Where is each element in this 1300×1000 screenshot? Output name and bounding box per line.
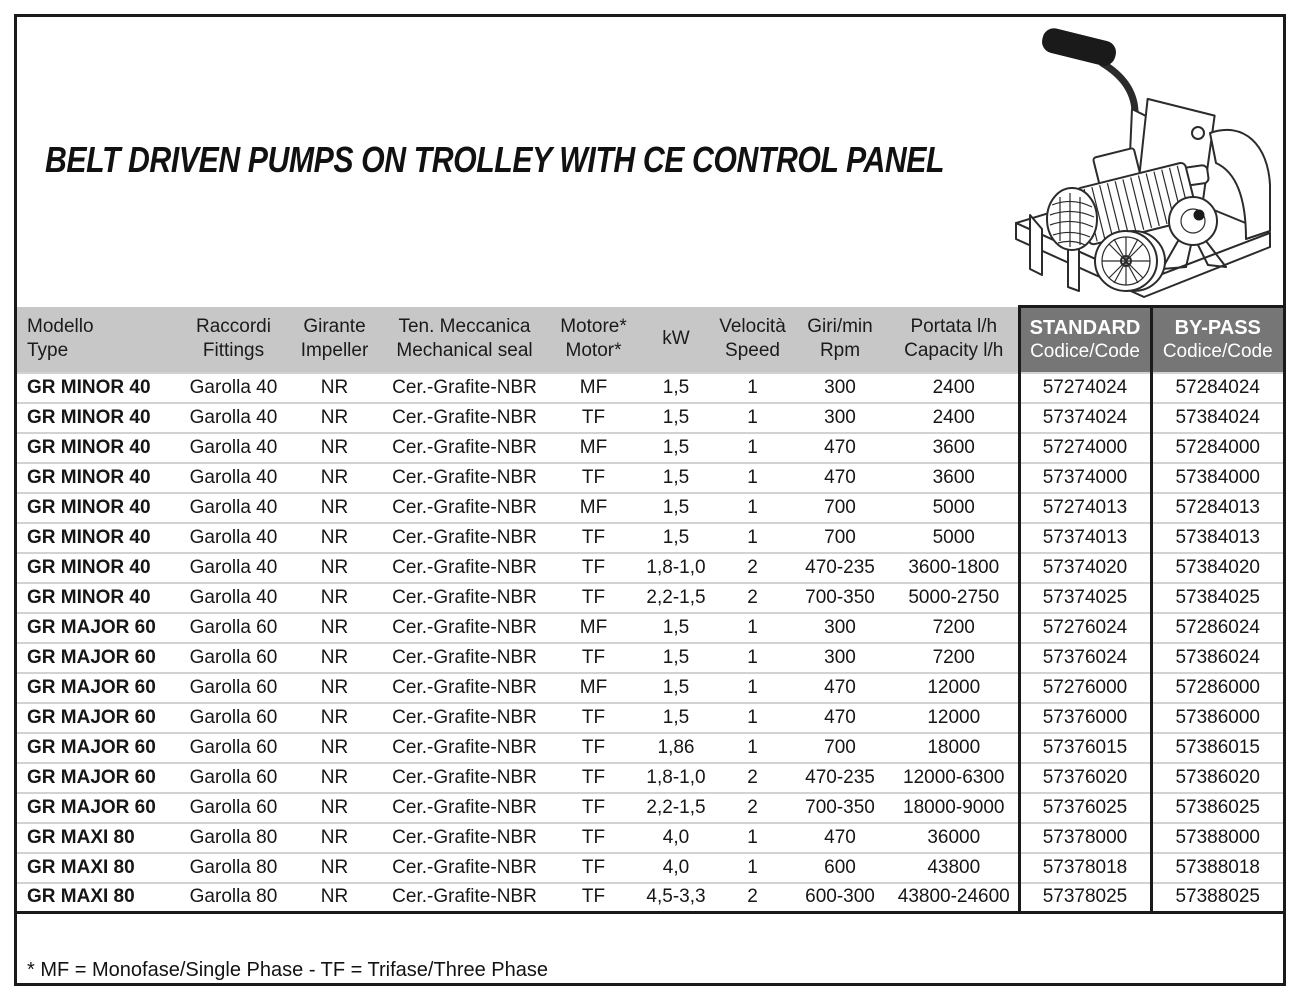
cell-standard: 57274024 <box>1019 373 1151 403</box>
cell-standard: 57376015 <box>1019 733 1151 763</box>
cell-bypass: 57384024 <box>1151 403 1283 433</box>
cell-speed: 2 <box>715 553 790 583</box>
cell-capacity: 18000-9000 <box>890 793 1019 823</box>
cell-seal: Cer.-Grafite-NBR <box>379 613 550 643</box>
cell-bypass: 57386025 <box>1151 793 1283 823</box>
cell-motor: TF <box>550 583 637 613</box>
cell-fittings: Garolla 60 <box>177 703 290 733</box>
cell-seal: Cer.-Grafite-NBR <box>379 853 550 883</box>
cell-kw: 1,5 <box>637 673 715 703</box>
cell-standard: 57274000 <box>1019 433 1151 463</box>
col-header-capacity: Portata l/h Capacity l/h <box>890 307 1019 373</box>
cell-seal: Cer.-Grafite-NBR <box>379 823 550 853</box>
cell-speed: 1 <box>715 523 790 553</box>
cell-seal: Cer.-Grafite-NBR <box>379 463 550 493</box>
col-header-motor: Motore* Motor* <box>550 307 637 373</box>
table-row <box>17 643 1283 673</box>
cell-bypass: 57386000 <box>1151 703 1283 733</box>
cell-rpm: 300 <box>790 373 890 403</box>
cell-kw: 2,2-1,5 <box>637 793 715 823</box>
cell-speed: 1 <box>715 823 790 853</box>
cell-kw: 1,5 <box>637 463 715 493</box>
cell-motor: TF <box>550 853 637 883</box>
table-row <box>17 793 1283 823</box>
cell-motor: MF <box>550 433 637 463</box>
cell-motor: MF <box>550 493 637 523</box>
cell-capacity: 12000-6300 <box>890 763 1019 793</box>
cell-model: GR MINOR 40 <box>17 433 177 463</box>
cell-bypass: 57384000 <box>1151 463 1283 493</box>
cell-kw: 1,5 <box>637 403 715 433</box>
col-header-bypass: BY-PASS Codice/Code <box>1151 307 1283 373</box>
cell-fittings: Garolla 60 <box>177 673 290 703</box>
cell-motor: TF <box>550 403 637 433</box>
cell-impeller: NR <box>290 763 379 793</box>
cell-fittings: Garolla 60 <box>177 613 290 643</box>
cell-kw: 1,5 <box>637 433 715 463</box>
cell-fittings: Garolla 60 <box>177 643 290 673</box>
cell-seal: Cer.-Grafite-NBR <box>379 673 550 703</box>
cell-bypass: 57284000 <box>1151 433 1283 463</box>
cell-standard: 57376000 <box>1019 703 1151 733</box>
cell-rpm: 300 <box>790 613 890 643</box>
cell-fittings: Garolla 60 <box>177 793 290 823</box>
cell-rpm: 470-235 <box>790 763 890 793</box>
cell-rpm: 470 <box>790 463 890 493</box>
cell-fittings: Garolla 40 <box>177 523 290 553</box>
cell-motor: TF <box>550 763 637 793</box>
cell-motor: TF <box>550 523 637 553</box>
trolley-wheel <box>1095 231 1165 291</box>
cell-capacity: 3600 <box>890 433 1019 463</box>
cell-capacity: 43800 <box>890 853 1019 883</box>
cell-motor: TF <box>550 823 637 853</box>
cell-seal: Cer.-Grafite-NBR <box>379 493 550 523</box>
cell-standard: 57374013 <box>1019 523 1151 553</box>
cell-capacity: 7200 <box>890 643 1019 673</box>
cell-model: GR MAXI 80 <box>17 853 177 883</box>
cell-impeller: NR <box>290 433 379 463</box>
cell-impeller: NR <box>290 823 379 853</box>
cell-impeller: NR <box>290 853 379 883</box>
cell-standard: 57376020 <box>1019 763 1151 793</box>
cell-seal: Cer.-Grafite-NBR <box>379 523 550 553</box>
table-row <box>17 463 1283 493</box>
pump-trolley-illustration <box>986 17 1281 302</box>
cell-seal: Cer.-Grafite-NBR <box>379 433 550 463</box>
table-row <box>17 733 1283 763</box>
cell-capacity: 2400 <box>890 403 1019 433</box>
cell-fittings: Garolla 40 <box>177 373 290 403</box>
cell-kw: 4,5-3,3 <box>637 883 715 913</box>
cell-standard: 57374020 <box>1019 553 1151 583</box>
cell-rpm: 600-300 <box>790 883 890 913</box>
cell-model: GR MINOR 40 <box>17 583 177 613</box>
cell-bypass: 57386020 <box>1151 763 1283 793</box>
cell-motor: TF <box>550 703 637 733</box>
cell-kw: 1,5 <box>637 373 715 403</box>
cell-model: GR MINOR 40 <box>17 493 177 523</box>
cell-capacity: 7200 <box>890 613 1019 643</box>
cell-kw: 1,5 <box>637 523 715 553</box>
cell-rpm: 600 <box>790 853 890 883</box>
cell-impeller: NR <box>290 673 379 703</box>
cell-rpm: 700 <box>790 493 890 523</box>
cell-speed: 1 <box>715 403 790 433</box>
cell-speed: 1 <box>715 673 790 703</box>
cell-speed: 1 <box>715 433 790 463</box>
cell-fittings: Garolla 80 <box>177 823 290 853</box>
cell-seal: Cer.-Grafite-NBR <box>379 643 550 673</box>
cell-standard: 57374024 <box>1019 403 1151 433</box>
cell-capacity: 12000 <box>890 703 1019 733</box>
col-header-fittings: Raccordi Fittings <box>177 307 290 373</box>
cell-standard: 57378025 <box>1019 883 1151 913</box>
col-header-model: Modello Type <box>17 307 177 373</box>
cell-model: GR MAJOR 60 <box>17 793 177 823</box>
cell-impeller: NR <box>290 493 379 523</box>
cell-motor: TF <box>550 463 637 493</box>
cell-fittings: Garolla 60 <box>177 763 290 793</box>
cell-standard: 57376025 <box>1019 793 1151 823</box>
cell-capacity: 12000 <box>890 673 1019 703</box>
catalog-page <box>14 14 1286 986</box>
table-row <box>17 883 1283 913</box>
cell-bypass: 57388025 <box>1151 883 1283 913</box>
cell-capacity: 2400 <box>890 373 1019 403</box>
table-header-row <box>17 307 1283 373</box>
cell-standard: 57374025 <box>1019 583 1151 613</box>
cell-model: GR MINOR 40 <box>17 403 177 433</box>
cell-rpm: 700 <box>790 523 890 553</box>
table-row <box>17 673 1283 703</box>
col-header-impeller: Girante Impeller <box>290 307 379 373</box>
cell-impeller: NR <box>290 613 379 643</box>
cell-speed: 1 <box>715 463 790 493</box>
cell-speed: 1 <box>715 733 790 763</box>
cell-fittings: Garolla 40 <box>177 583 290 613</box>
cell-kw: 4,0 <box>637 823 715 853</box>
cell-speed: 1 <box>715 493 790 523</box>
cell-speed: 2 <box>715 793 790 823</box>
cell-rpm: 470-235 <box>790 553 890 583</box>
cell-rpm: 300 <box>790 403 890 433</box>
cell-speed: 1 <box>715 613 790 643</box>
product-spec-table <box>17 305 1283 914</box>
cell-impeller: NR <box>290 583 379 613</box>
table-row <box>17 583 1283 613</box>
cell-model: GR MAXI 80 <box>17 823 177 853</box>
col-header-kw: kW <box>637 307 715 373</box>
cell-seal: Cer.-Grafite-NBR <box>379 553 550 583</box>
cell-kw: 1,8-1,0 <box>637 553 715 583</box>
cell-model: GR MAJOR 60 <box>17 673 177 703</box>
cell-kw: 1,86 <box>637 733 715 763</box>
cell-capacity: 3600 <box>890 463 1019 493</box>
cell-impeller: NR <box>290 463 379 493</box>
cell-seal: Cer.-Grafite-NBR <box>379 883 550 913</box>
cell-model: GR MAJOR 60 <box>17 643 177 673</box>
cell-capacity: 5000-2750 <box>890 583 1019 613</box>
cell-standard: 57374000 <box>1019 463 1151 493</box>
cell-speed: 2 <box>715 883 790 913</box>
cell-fittings: Garolla 60 <box>177 733 290 763</box>
cell-speed: 1 <box>715 853 790 883</box>
col-header-seal: Ten. Meccanica Mechanical seal <box>379 307 550 373</box>
cell-motor: TF <box>550 643 637 673</box>
cell-standard: 57378018 <box>1019 853 1151 883</box>
cell-bypass: 57386024 <box>1151 643 1283 673</box>
motor-legend-footnote: * MF = Monofase/Single Phase - TF = Trifase/Three Phase <box>27 959 548 981</box>
cell-motor: MF <box>550 673 637 703</box>
cell-impeller: NR <box>290 733 379 763</box>
cell-rpm: 470 <box>790 823 890 853</box>
table-row <box>17 553 1283 583</box>
cell-rpm: 300 <box>790 643 890 673</box>
cell-fittings: Garolla 40 <box>177 403 290 433</box>
cell-rpm: 700-350 <box>790 793 890 823</box>
table-row <box>17 613 1283 643</box>
table-row <box>17 403 1283 433</box>
cell-fittings: Garolla 80 <box>177 883 290 913</box>
cell-speed: 2 <box>715 763 790 793</box>
table-row <box>17 433 1283 463</box>
cell-impeller: NR <box>290 883 379 913</box>
cell-bypass: 57284013 <box>1151 493 1283 523</box>
cell-model: GR MAJOR 60 <box>17 733 177 763</box>
cell-capacity: 18000 <box>890 733 1019 763</box>
cell-capacity: 3600-1800 <box>890 553 1019 583</box>
table-body <box>17 373 1283 913</box>
cell-model: GR MINOR 40 <box>17 463 177 493</box>
cell-seal: Cer.-Grafite-NBR <box>379 703 550 733</box>
cell-model: GR MINOR 40 <box>17 523 177 553</box>
cell-bypass: 57388018 <box>1151 853 1283 883</box>
cell-seal: Cer.-Grafite-NBR <box>379 403 550 433</box>
cell-model: GR MINOR 40 <box>17 553 177 583</box>
cell-bypass: 57388000 <box>1151 823 1283 853</box>
cell-standard: 57376024 <box>1019 643 1151 673</box>
cell-motor: TF <box>550 733 637 763</box>
cell-speed: 1 <box>715 643 790 673</box>
cell-bypass: 57284024 <box>1151 373 1283 403</box>
cell-standard: 57276000 <box>1019 673 1151 703</box>
cell-capacity: 36000 <box>890 823 1019 853</box>
cell-seal: Cer.-Grafite-NBR <box>379 763 550 793</box>
cell-motor: MF <box>550 373 637 403</box>
cell-rpm: 470 <box>790 673 890 703</box>
cell-fittings: Garolla 80 <box>177 853 290 883</box>
cell-fittings: Garolla 40 <box>177 433 290 463</box>
cell-kw: 1,8-1,0 <box>637 763 715 793</box>
cell-kw: 1,5 <box>637 613 715 643</box>
table-row <box>17 373 1283 403</box>
cell-seal: Cer.-Grafite-NBR <box>379 733 550 763</box>
cell-bypass: 57286000 <box>1151 673 1283 703</box>
cell-bypass: 57286024 <box>1151 613 1283 643</box>
cell-kw: 2,2-1,5 <box>637 583 715 613</box>
cell-fittings: Garolla 40 <box>177 553 290 583</box>
page-title: BELT DRIVEN PUMPS ON TROLLEY WITH CE CONTROL PANEL <box>45 139 945 180</box>
cell-fittings: Garolla 40 <box>177 463 290 493</box>
cell-rpm: 700-350 <box>790 583 890 613</box>
cell-capacity: 5000 <box>890 493 1019 523</box>
cell-model: GR MINOR 40 <box>17 373 177 403</box>
cell-impeller: NR <box>290 523 379 553</box>
cell-bypass: 57384020 <box>1151 553 1283 583</box>
cell-motor: TF <box>550 793 637 823</box>
cell-rpm: 700 <box>790 733 890 763</box>
cell-kw: 4,0 <box>637 853 715 883</box>
cell-standard: 57276024 <box>1019 613 1151 643</box>
cell-impeller: NR <box>290 373 379 403</box>
cell-impeller: NR <box>290 553 379 583</box>
cell-kw: 1,5 <box>637 703 715 733</box>
table-row <box>17 823 1283 853</box>
cell-impeller: NR <box>290 793 379 823</box>
cell-model: GR MAJOR 60 <box>17 613 177 643</box>
cell-seal: Cer.-Grafite-NBR <box>379 793 550 823</box>
cell-model: GR MAJOR 60 <box>17 703 177 733</box>
cell-seal: Cer.-Grafite-NBR <box>379 373 550 403</box>
table-row <box>17 853 1283 883</box>
cell-bypass: 57384013 <box>1151 523 1283 553</box>
cell-bypass: 57384025 <box>1151 583 1283 613</box>
table-row <box>17 523 1283 553</box>
cell-capacity: 5000 <box>890 523 1019 553</box>
cell-model: GR MAJOR 60 <box>17 763 177 793</box>
cell-fittings: Garolla 40 <box>177 493 290 523</box>
cell-bypass: 57386015 <box>1151 733 1283 763</box>
cell-model: GR MAXI 80 <box>17 883 177 913</box>
table-row <box>17 703 1283 733</box>
cell-impeller: NR <box>290 643 379 673</box>
cell-capacity: 43800-24600 <box>890 883 1019 913</box>
cell-speed: 1 <box>715 703 790 733</box>
cell-impeller: NR <box>290 403 379 433</box>
motor-grille <box>1047 188 1097 250</box>
col-header-standard: STANDARD Codice/Code <box>1019 307 1151 373</box>
cell-motor: MF <box>550 613 637 643</box>
cell-rpm: 470 <box>790 703 890 733</box>
cell-rpm: 470 <box>790 433 890 463</box>
table-row <box>17 493 1283 523</box>
col-header-speed: Velocità Speed <box>715 307 790 373</box>
cell-kw: 1,5 <box>637 493 715 523</box>
cell-impeller: NR <box>290 703 379 733</box>
col-header-rpm: Giri/min Rpm <box>790 307 890 373</box>
cell-standard: 57274013 <box>1019 493 1151 523</box>
cell-speed: 1 <box>715 373 790 403</box>
table-row <box>17 763 1283 793</box>
cell-motor: TF <box>550 883 637 913</box>
cell-seal: Cer.-Grafite-NBR <box>379 583 550 613</box>
cell-kw: 1,5 <box>637 643 715 673</box>
cell-motor: TF <box>550 553 637 583</box>
cell-speed: 2 <box>715 583 790 613</box>
cell-standard: 57378000 <box>1019 823 1151 853</box>
